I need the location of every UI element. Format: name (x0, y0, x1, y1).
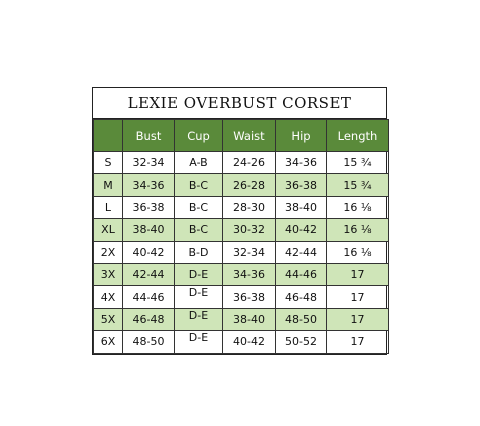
size-cell: 3X (94, 263, 123, 285)
length-cell: 15 ¾ (327, 174, 389, 196)
size-cell: M (94, 174, 123, 196)
header-row (94, 120, 389, 152)
bust-cell: 34-36 (123, 174, 175, 196)
hip-cell: 40-42 (276, 219, 327, 241)
table-row (94, 286, 389, 308)
bust-cell: 38-40 (123, 219, 175, 241)
cup-cell: D-E (175, 308, 223, 330)
size-cell: XL (94, 219, 123, 241)
length-cell: 16 ⅛ (327, 241, 389, 263)
length-cell: 16 ⅛ (327, 219, 389, 241)
waist-cell: 32-34 (223, 241, 276, 263)
cup-cell: D-E (175, 286, 223, 308)
size-cell: L (94, 196, 123, 218)
size-chart (92, 87, 387, 355)
table-row (94, 331, 389, 353)
length-cell: 17 (327, 263, 389, 285)
hip-cell: 46-48 (276, 286, 327, 308)
size-cell: 5X (94, 308, 123, 330)
length-cell: 17 (327, 331, 389, 353)
hip-cell: 50-52 (276, 331, 327, 353)
length-cell: 17 (327, 308, 389, 330)
header-length: Length (327, 120, 389, 152)
cup-cell: D-E (175, 331, 223, 353)
hip-cell: 44-46 (276, 263, 327, 285)
size-cell: 2X (94, 241, 123, 263)
hip-cell: 38-40 (276, 196, 327, 218)
waist-cell: 36-38 (223, 286, 276, 308)
size-cell: 6X (94, 331, 123, 353)
bust-cell: 32-34 (123, 152, 175, 174)
bust-cell: 46-48 (123, 308, 175, 330)
cup-cell: B-C (175, 174, 223, 196)
cup-cell: B-C (175, 219, 223, 241)
table-row (94, 241, 389, 263)
length-cell: 16 ⅛ (327, 196, 389, 218)
waist-cell: 28-30 (223, 196, 276, 218)
waist-cell: 34-36 (223, 263, 276, 285)
bust-cell: 42-44 (123, 263, 175, 285)
hip-cell: 48-50 (276, 308, 327, 330)
table-row (94, 152, 389, 174)
waist-cell: 40-42 (223, 331, 276, 353)
bust-cell: 48-50 (123, 331, 175, 353)
length-cell: 15 ¾ (327, 152, 389, 174)
bust-cell: 36-38 (123, 196, 175, 218)
header-size (94, 120, 123, 152)
size-table (93, 119, 389, 354)
table-row (94, 308, 389, 330)
waist-cell: 26-28 (223, 174, 276, 196)
cup-cell: B-D (175, 241, 223, 263)
table-row (94, 219, 389, 241)
size-cell: 4X (94, 286, 123, 308)
cup-cell: D-E (175, 263, 223, 285)
hip-cell: 42-44 (276, 241, 327, 263)
bust-cell: 40-42 (123, 241, 175, 263)
header-bust: Bust (123, 120, 175, 152)
header-waist: Waist (223, 120, 276, 152)
waist-cell: 24-26 (223, 152, 276, 174)
cup-cell: A-B (175, 152, 223, 174)
header-cup: Cup (175, 120, 223, 152)
hip-cell: 34-36 (276, 152, 327, 174)
bust-cell: 44-46 (123, 286, 175, 308)
table-row (94, 263, 389, 285)
cup-cell: B-C (175, 196, 223, 218)
waist-cell: 30-32 (223, 219, 276, 241)
size-cell: S (94, 152, 123, 174)
waist-cell: 38-40 (223, 308, 276, 330)
table-row (94, 196, 389, 218)
chart-title: LEXIE OVERBUST CORSET (93, 88, 386, 119)
hip-cell: 36-38 (276, 174, 327, 196)
header-hip: Hip (276, 120, 327, 152)
table-row (94, 174, 389, 196)
length-cell: 17 (327, 286, 389, 308)
